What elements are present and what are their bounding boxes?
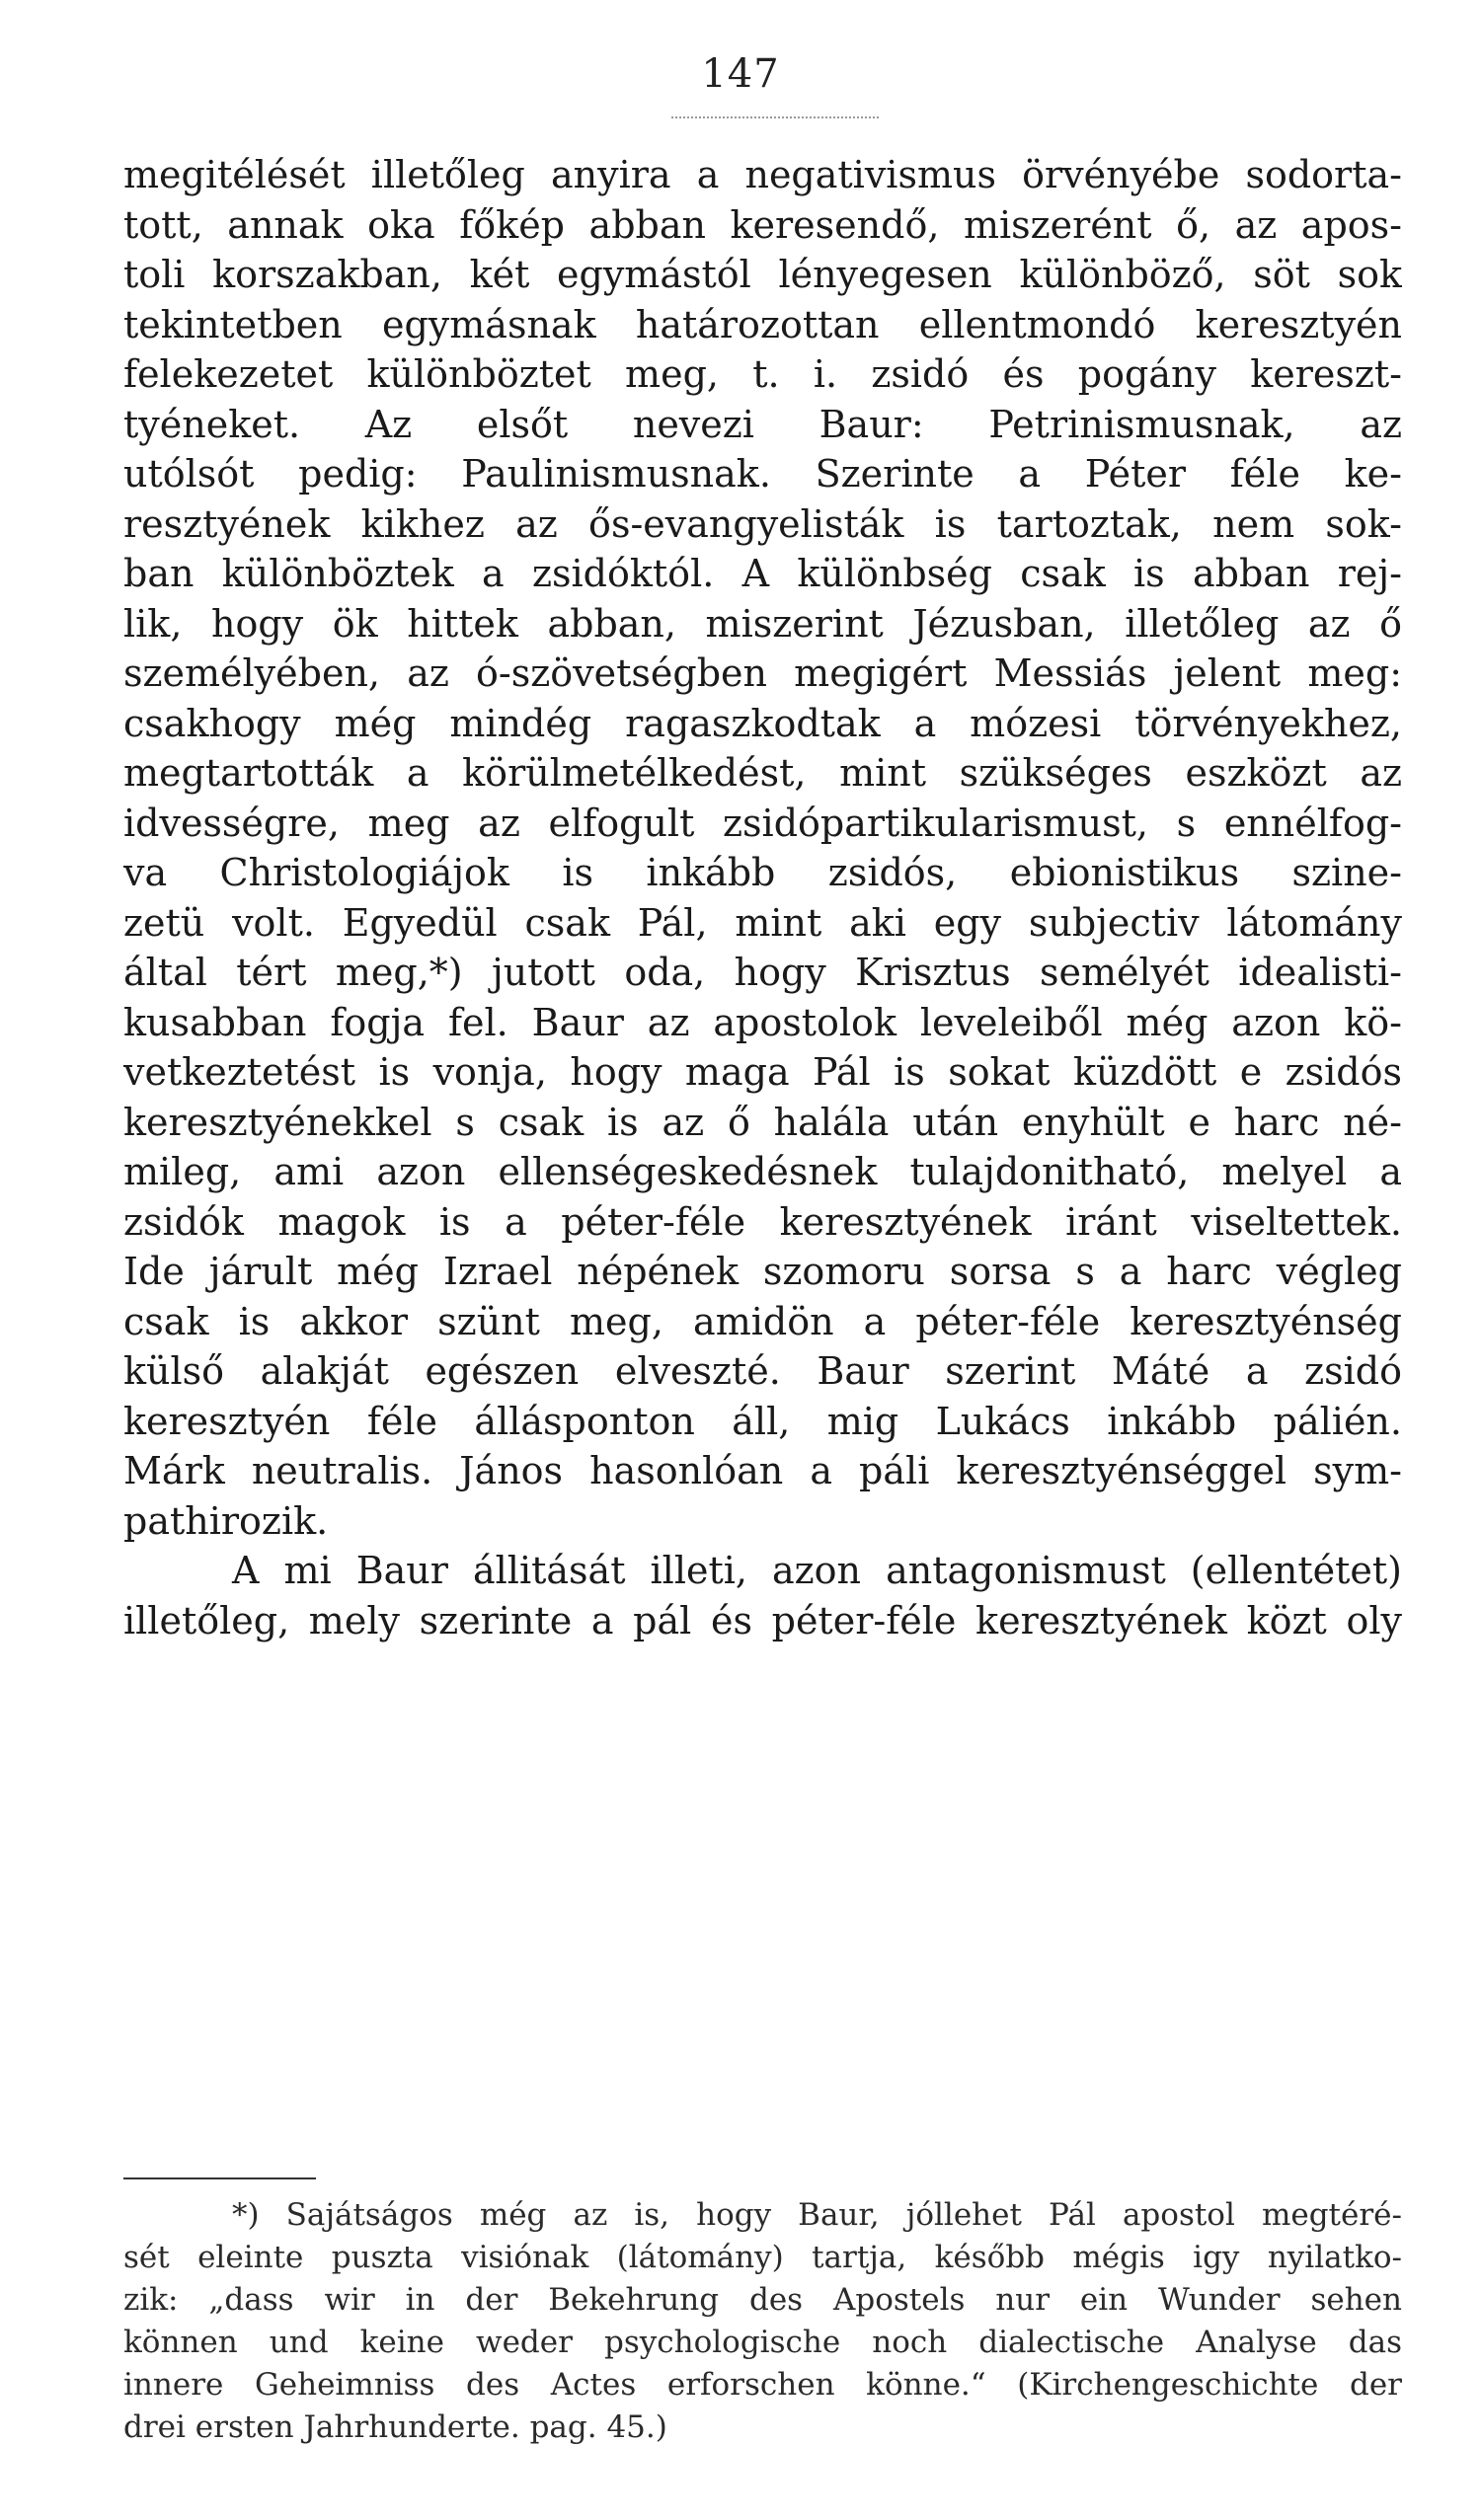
body-line: csakhogy még mindég ragaszkodtak a mózesi törvényekhez, bbox=[123, 701, 1402, 745]
body-line: tekintetben egymásnak határozottan ellentmondó keresztyén bbox=[123, 302, 1402, 346]
body-line: zetü volt. Egyedül csak Pál, mint aki egy subjectiv látomány bbox=[123, 900, 1402, 945]
footnote-line: zik: „dass wir in der Bekehrung des Apostels nur ein Wunder sehen bbox=[123, 2282, 1402, 2318]
body-line: személyében, az ó-szövetségben megigért Messiás jelent meg: bbox=[123, 651, 1402, 695]
body-line: idvességre, meg az elfogult zsidópartikularismust, s ennélfog- bbox=[123, 801, 1402, 845]
body-line: A mi Baur állitását illeti, azon antagonismust (ellentétet) bbox=[232, 1549, 1402, 1592]
body-line: vetkeztetést is vonja, hogy maga Pál is sokat küzdött e zsidós bbox=[123, 1050, 1402, 1094]
body-line: csak is akkor szünt meg, amidön a péter-féle keresztyénség bbox=[123, 1299, 1402, 1343]
page-number: 147 bbox=[701, 51, 780, 97]
body-line: külső alakját egészen elveszté. Baur szerint Máté a zsidó bbox=[123, 1349, 1402, 1393]
body-line: illetőleg, mely szerinte a pál és péter-féle keresztyének közt oly bbox=[123, 1598, 1402, 1642]
footnote-separator bbox=[123, 2177, 316, 2179]
body-text bbox=[123, 150, 1402, 1645]
body-line: lik, hogy ök hittek abban, miszerint Jézusban, illetőleg az ő bbox=[123, 601, 1402, 646]
body-line: pathirozik. bbox=[123, 1498, 329, 1543]
footnote-line: sét eleinte puszta visiónak (látomány) tartja, később mégis igy nyilatko- bbox=[123, 2240, 1402, 2275]
body-line: va Christologiájok is inkább zsidós, ebionistikus szine- bbox=[123, 851, 1402, 894]
body-line: mileg, ami azon ellenségeskedésnek tulajdonitható, melyel a bbox=[123, 1150, 1402, 1193]
body-line: zsidók magok is a péter-féle keresztyének iránt viseltettek. bbox=[123, 1199, 1402, 1244]
body-line: Márk neutralis. János hasonlóan a páli keresztyénséggel sym- bbox=[123, 1449, 1402, 1492]
body-line: kusabban fogja fel. Baur az apostolok leveleiből még azon kö- bbox=[123, 1000, 1402, 1044]
header-ornament-rule bbox=[671, 116, 879, 118]
body-line: keresztyénekkel s csak is az ő halála után enyhült e harc né- bbox=[123, 1100, 1402, 1144]
footnote-line: *) Sajátságos még az is, hogy Baur, jóllehet Pál apostol megtéré- bbox=[232, 2197, 1402, 2233]
body-line: tott, annak oka főkép abban keresendő, miszerént ő, az apos- bbox=[123, 202, 1402, 247]
body-line: megitélését illetőleg anyira a negativismus örvényébe sodorta- bbox=[123, 153, 1402, 196]
body-line: Ide járult még Izrael népének szomoru sorsa s a harc végleg bbox=[123, 1250, 1402, 1293]
body-line: megtartották a körülmetélkedést, mint szükséges eszközt az bbox=[123, 751, 1402, 795]
body-line: utólsót pedig: Paulinismusnak. Szerinte a Péter féle ke- bbox=[123, 452, 1402, 496]
footnote-line: innere Geheimniss des Actes erforschen könne.“ (Kirchengeschichte der bbox=[123, 2367, 1402, 2403]
body-line: keresztyén féle állásponton áll, mig Lukács inkább pálién. bbox=[123, 1399, 1402, 1443]
body-line: resztyének kikhez az ős-evangyelisták is tartoztak, nem sok- bbox=[123, 501, 1402, 546]
body-line: toli korszakban, két egymástól lényegesen különböző, söt sok bbox=[123, 253, 1402, 296]
body-line: ban különböztek a zsidóktól. A különbség csak is abban rej- bbox=[123, 552, 1402, 595]
body-line: által tért meg,*) jutott oda, hogy Krisztus semélyét idealisti- bbox=[123, 951, 1402, 994]
footnote-line: können und keine weder psychologische noch dialectische Analyse das bbox=[123, 2325, 1402, 2360]
footnote bbox=[123, 2194, 1402, 2449]
body-line: tyéneket. Az elsőt nevezi Baur: Petrinismusnak, az bbox=[123, 402, 1402, 446]
footnote-line: drei ersten Jahrhunderte. pag. 45.) bbox=[123, 2409, 667, 2445]
body-line: felekezetet különböztet meg, t. i. zsidó és pogány kereszt- bbox=[123, 352, 1402, 396]
